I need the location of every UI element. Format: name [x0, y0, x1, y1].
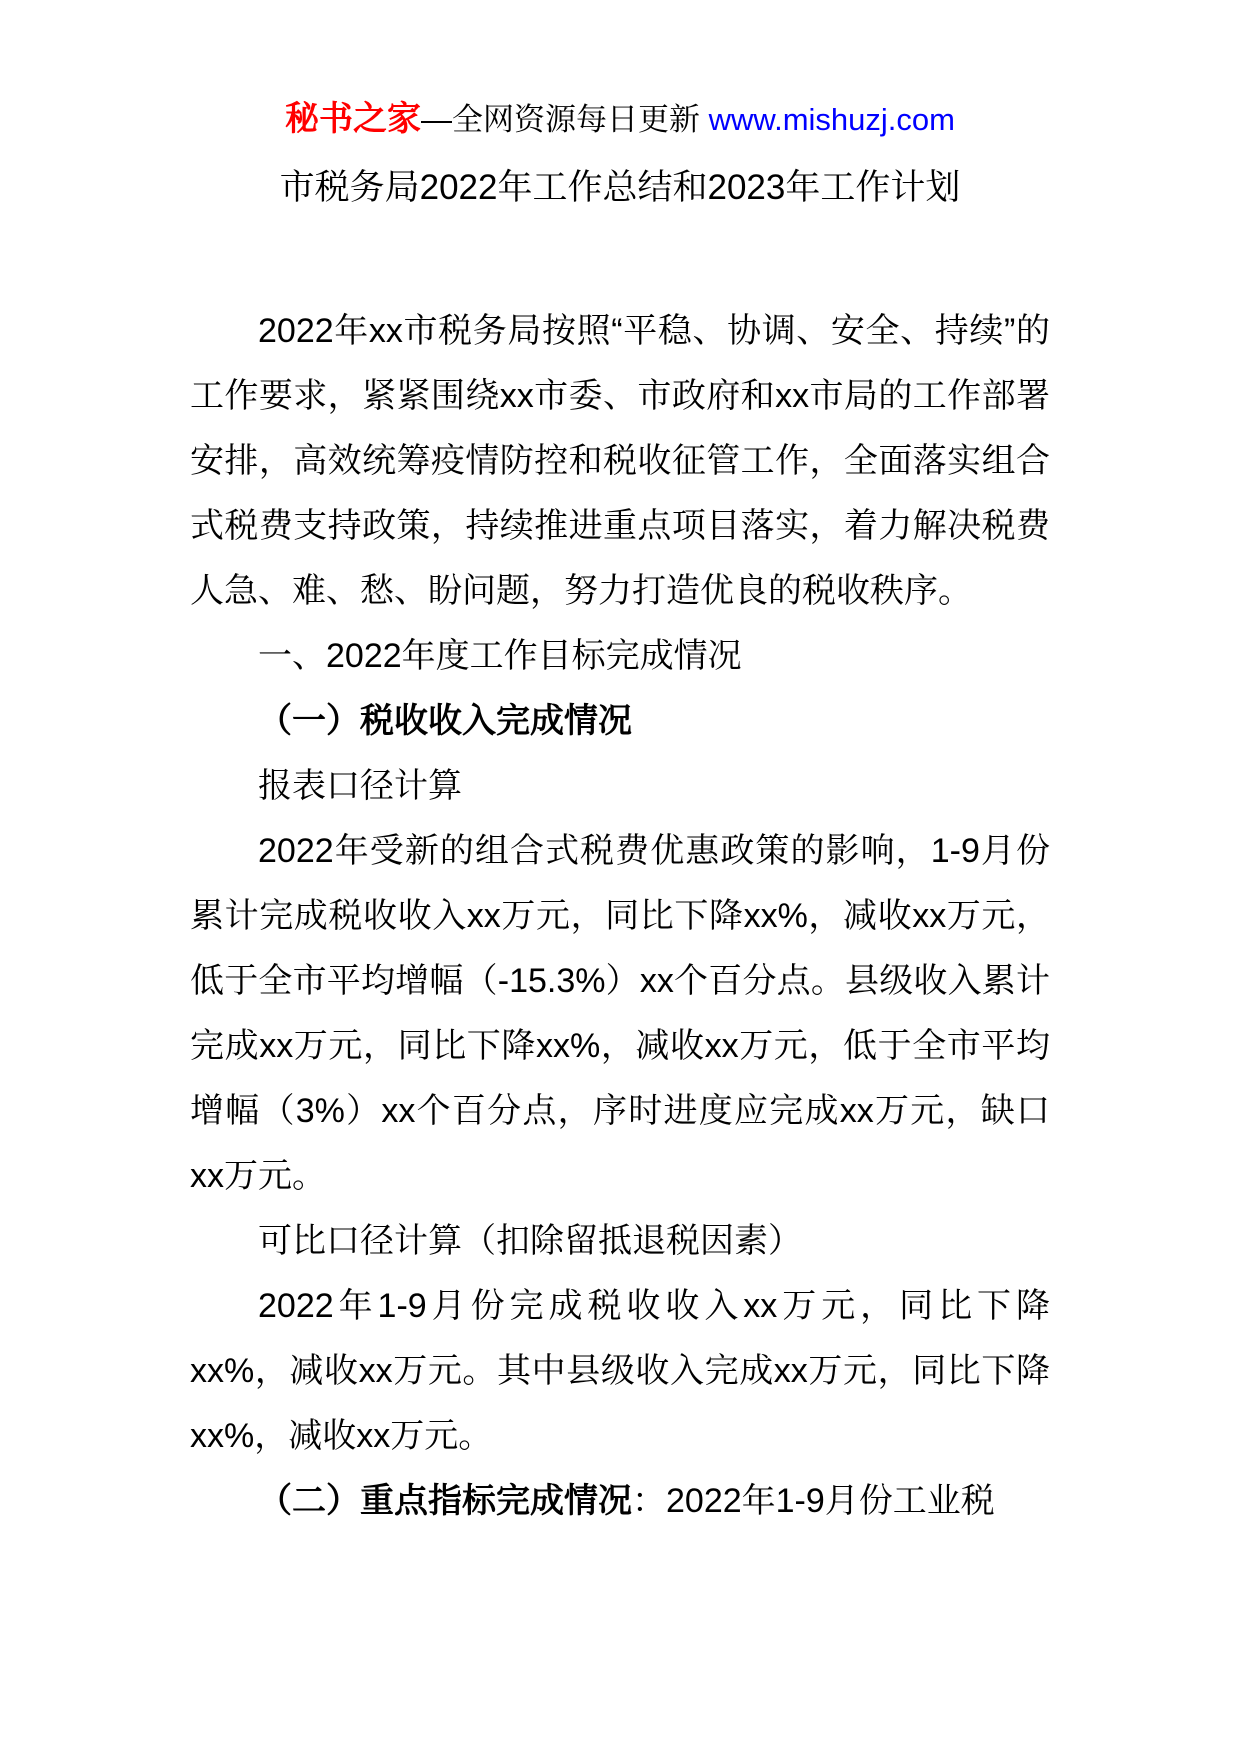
site-url-link[interactable]: www.mishuzj.com	[708, 102, 955, 137]
document-title: 市税务局2022年工作总结和2023年工作计划	[279, 168, 961, 207]
heading-sub-2-rest: ：2022年1-9月份工业税	[632, 1482, 995, 1520]
paragraph-intro: 2022年xx市税务局按照“平稳、协调、安全、持续”的工作要求，紧紧围绕xx市委、市政府和xx市局的工作部署安排，高效统筹疫情防控和税收征管工作，全面落实组合式税费支持政策，持续推进重点项目落实，着力解决税费人急、难、愁、盼问题，努力打造优良的税收秩序。	[190, 312, 1050, 610]
paragraph-key-indicators	[190, 1469, 1050, 1534]
site-header	[190, 96, 1050, 143]
paragraph-comparable-detail: 2022年1-9月份完成税收收入xx万元，同比下降xx%，减收xx万元。其中县级收入完成xx万元，同比下降xx%，减收xx万元。	[190, 1287, 1050, 1455]
heading-sub-2: （二）重点指标完成情况	[258, 1482, 632, 1520]
paragraph-report-caliber: 报表口径计算	[258, 767, 462, 805]
site-tagline: —全网资源每日更新	[421, 102, 709, 137]
heading-sub-1: （一）税收收入完成情况	[258, 702, 632, 740]
paragraph-comparable-caliber: 可比口径计算（扣除留抵退税因素）	[258, 1222, 802, 1260]
site-brand: 秘书之家	[285, 100, 422, 138]
document-body	[190, 299, 1050, 1534]
paragraph-tax-detail: 2022年受新的组合式税费优惠政策的影响，1-9月份累计完成税收收入xx万元，同比下降xx%，减收xx万元，低于全市平均增幅（-15.3%）xx个百分点。县级收入累计完成xx万元，同比下降xx%，减收xx万元，低于全市平均增幅（3%）xx个百分点，序时进度应完成xx万元，缺口xx万元。	[190, 832, 1050, 1195]
heading-section-1: 一、2022年度工作目标完成情况	[258, 637, 742, 675]
